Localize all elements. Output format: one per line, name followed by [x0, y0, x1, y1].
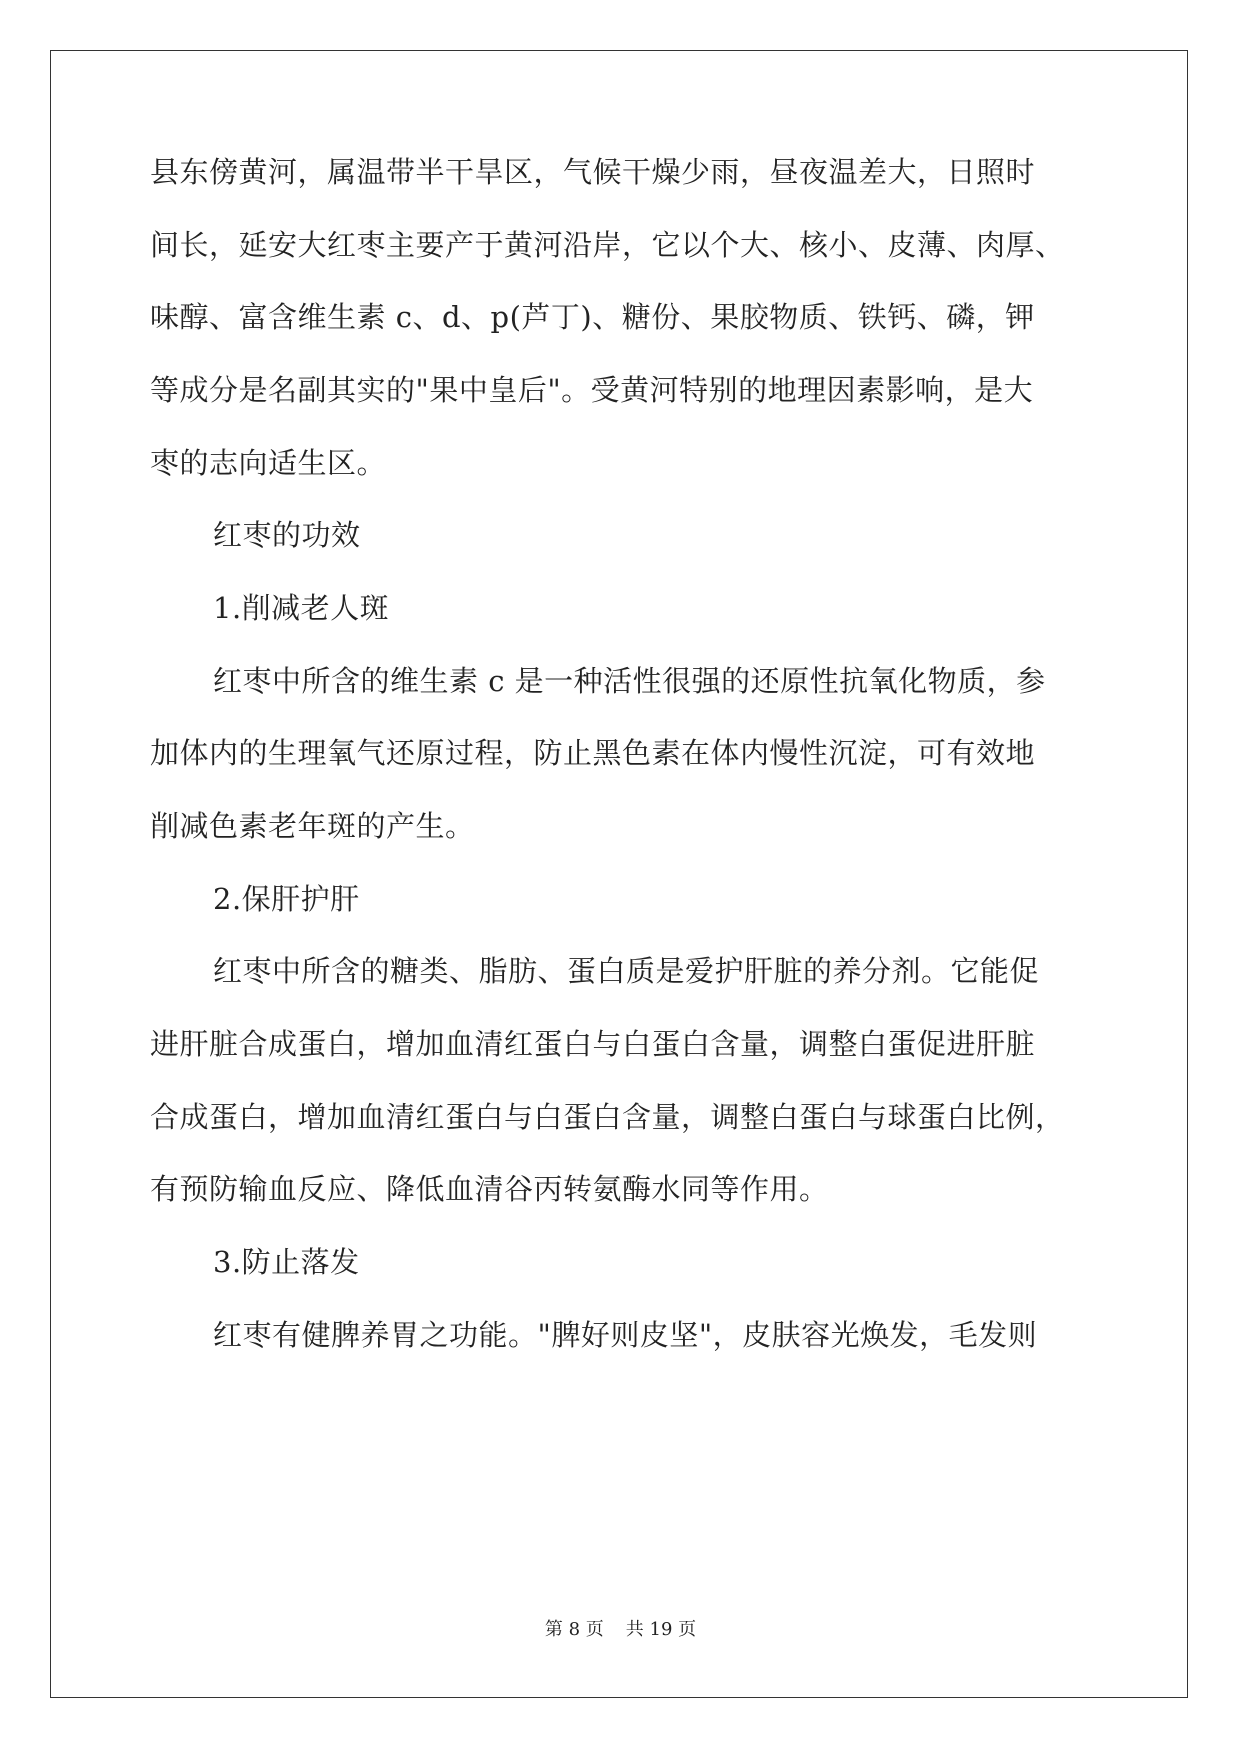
body-text-line: 等成分是名副其实的"果中皇后"。受黄河特别的地理因素影响，是大 — [150, 373, 1034, 407]
page-footer — [0, 1615, 1241, 1641]
body-text-line: 削减色素老年斑的产生。 — [150, 809, 475, 843]
subsection-heading: 3.防止落发 — [213, 1245, 360, 1279]
body-text-line: 红枣有健脾养胃之功能。"脾好则皮坚"，皮肤容光焕发，毛发则 — [213, 1318, 1038, 1352]
body-text-line: 县东傍黄河，属温带半干旱区，气候干燥少雨，昼夜温差大，日照时 — [150, 155, 1036, 189]
page-number: 第 8 页 — [544, 1619, 604, 1640]
body-text-line: 红枣中所含的糖类、脂肪、蛋白质是爱护肝脏的养分剂。它能促 — [213, 954, 1040, 988]
body-text-line: 味醇、富含维生素 c、d、p(芦丁)、糖份、果胶物质、铁钙、磷，钾 — [150, 300, 1035, 334]
body-text-line: 枣的志向适生区。 — [150, 446, 387, 480]
body-text-line: 加体内的生理氧气还原过程，防止黑色素在体内慢性沉淀，可有效地 — [150, 736, 1036, 770]
page-total: 共 19 页 — [625, 1619, 697, 1640]
body-text-line: 红枣中所含的维生素 c 是一种活性很强的还原性抗氧化物质，参 — [213, 664, 1046, 698]
subsection-heading: 2.保肝护肝 — [213, 882, 360, 916]
body-text-line: 间长，延安大红枣主要产于黄河沿岸，它以个大、核小、皮薄、肉厚、 — [150, 228, 1065, 262]
body-text-line: 进肝脏合成蛋白，增加血清红蛋白与白蛋白含量，调整白蛋促进肝脏 — [150, 1027, 1036, 1061]
subsection-heading: 1.削减老人斑 — [213, 591, 390, 625]
body-text-line: 有预防输血反应、降低血清谷丙转氨酶水同等作用。 — [150, 1172, 829, 1206]
section-heading: 红枣的功效 — [213, 518, 361, 552]
body-text-line: 合成蛋白，增加血清红蛋白与白蛋白含量，调整白蛋白与球蛋白比例， — [150, 1100, 1065, 1134]
